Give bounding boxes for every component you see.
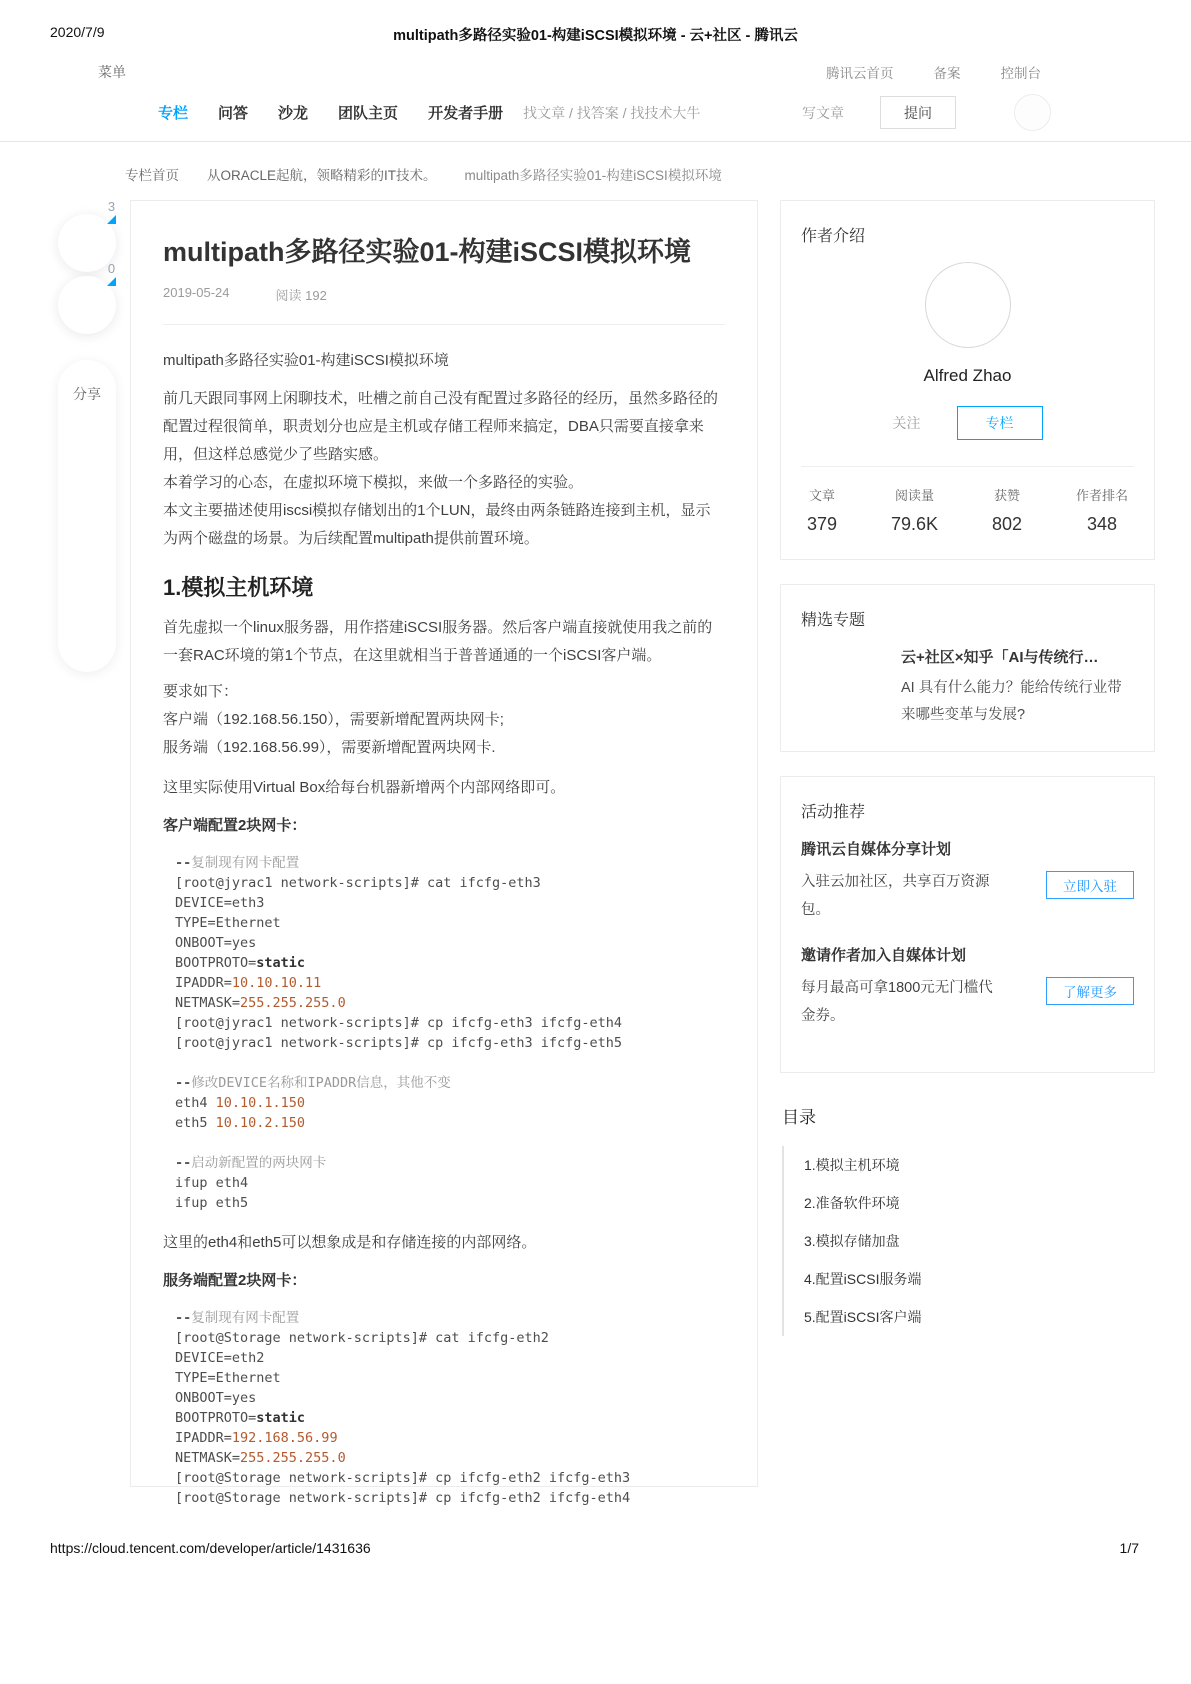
toc-item[interactable]: 3.模拟存储加盘	[804, 1233, 900, 1249]
toc-item[interactable]: 4.配置iSCSI服务端	[804, 1271, 922, 1287]
toc-heading: 目录	[782, 1108, 816, 1127]
stat-value: 802	[991, 514, 1023, 534]
user-avatar[interactable]	[1014, 94, 1051, 131]
divider	[163, 324, 725, 325]
paragraph: 这里的eth4和eth5可以想象成是和存储连接的内部网络。	[163, 1234, 537, 1251]
code-line: --启动新配置的两块网卡	[175, 1155, 327, 1171]
code-line: --修改DEVICE名称和IPADDR信息，其他不变	[175, 1075, 451, 1091]
paragraph: 服务端（192.168.56.99），需要新增配置两块网卡.	[163, 739, 496, 756]
toc-item[interactable]: 2.准备软件环境	[804, 1195, 900, 1211]
author-stat	[1076, 485, 1128, 535]
article-date: 2019-05-24	[163, 285, 230, 300]
paragraph: 本文主要描述使用iscsi模拟存储划出的1个LUN，最终由两条链路连接到主机，显示为两个磁盘的场景。为后续配置multipath提供前置环境。	[163, 502, 711, 547]
activity-button[interactable]: 立即入驻	[1046, 871, 1134, 899]
downvote-badge	[107, 262, 116, 286]
paragraph: 本着学习的心态，在虚拟环境下模拟，来做一个多路径的实验。	[163, 474, 584, 491]
write-article-button[interactable]: 写文章	[802, 104, 844, 121]
activities-list	[801, 838, 1134, 1030]
activities-card	[780, 776, 1155, 1073]
code-line: ONBOOT=yes	[175, 935, 257, 951]
section-heading: 1.模拟主机环境	[163, 575, 314, 600]
breadcrumb	[0, 142, 1191, 200]
paragraph: 首先虚拟一个linux服务器，用作搭建iSCSI服务器。然后客户端直接就使用我之前的一套RAC环境的第1个节点，在这里就相当于普普通通的一个iSCSI客户端。	[163, 619, 713, 664]
upvote-badge	[107, 200, 116, 224]
activity-row	[801, 974, 1134, 1030]
code-line: [root@jyrac1 network-scripts]# cat ifcfg-eth3	[175, 875, 541, 891]
code-line: ifup eth4	[175, 1175, 249, 1191]
code-line: [root@Storage network-scripts]# cp ifcfg-eth2 ifcfg-eth3	[175, 1470, 631, 1486]
toc-section	[780, 1097, 1155, 1336]
code-line: NETMASK=255.255.255.0	[175, 1450, 346, 1466]
code-line: eth5 10.10.2.150	[175, 1115, 306, 1131]
site-header	[0, 50, 1191, 84]
author-stats	[801, 485, 1134, 537]
toc-item[interactable]: 5.配置iSCSI客户端	[804, 1309, 922, 1325]
menu-button[interactable]: 菜单	[98, 64, 126, 80]
main-content	[0, 199, 1191, 1506]
code-line: --复制现有网卡配置	[175, 1310, 300, 1326]
code-line: eth4 10.10.1.150	[175, 1095, 306, 1111]
article-meta	[163, 285, 725, 304]
code-block-server	[163, 1298, 725, 1514]
toc-item[interactable]: 1.模拟主机环境	[804, 1157, 900, 1173]
header-link[interactable]: 腾讯云首页	[826, 66, 894, 81]
nav-tab[interactable]: 开发者手册	[428, 105, 504, 122]
paragraph: 客户端（192.168.56.150），需要新增配置两块网卡;	[163, 711, 504, 728]
topic-image-placeholder	[801, 646, 887, 706]
code-line: [root@jyrac1 network-scripts]# cp ifcfg-eth3 ifcfg-eth5	[175, 1035, 623, 1051]
author-stat	[992, 485, 1022, 535]
code-line: ifup eth5	[175, 1195, 249, 1211]
article-lead: multipath多路径实验01-构建iSCSI模拟环境	[163, 352, 449, 369]
follow-button[interactable]: 关注	[892, 415, 921, 431]
activity-row	[801, 868, 1134, 924]
downvote-button[interactable]	[58, 261, 116, 334]
code-line: DEVICE=eth3	[175, 895, 265, 911]
featured-topics-card	[780, 584, 1155, 752]
code-line: NETMASK=255.255.255.0	[175, 995, 346, 1011]
downvote-triangle-icon	[107, 277, 116, 286]
column-button[interactable]: 专栏	[957, 406, 1043, 440]
header-link[interactable]: 控制台	[1000, 66, 1041, 81]
code-line: BOOTPROTO=static	[175, 955, 306, 971]
breadcrumb-current: multipath多路径实验01-构建iSCSI模拟环境	[464, 168, 722, 183]
breadcrumb-column[interactable]: 从ORACLE起航，领略精彩的IT技术。	[207, 168, 437, 183]
ask-question-button[interactable]: 提问	[880, 96, 956, 129]
upvote-count: 3	[107, 199, 116, 214]
topic-description: AI 具有什么能力？能给传统行业带来哪些变革与发展?	[901, 680, 1122, 723]
author-stat	[807, 485, 837, 535]
paragraph: 前几天跟同事网上闲聊技术，吐槽之前自己没有配置过多路径的经历，虽然多路径的配置过程很简单，职责划分也应是主机或存储工程师来搞定，DBA只需要直接拿来用，但这样总感觉少了些踏实感。	[163, 390, 719, 463]
topic-texts	[901, 646, 1134, 729]
activity-description: 每月最高可拿1800元无门槛代金券。	[801, 980, 993, 1024]
sidebar	[780, 200, 1155, 1336]
article-card	[130, 200, 758, 1506]
share-panel[interactable]	[58, 360, 116, 672]
upvote-triangle-icon	[107, 215, 116, 224]
author-card-heading: 作者介绍	[801, 228, 866, 245]
main-nav	[0, 84, 1191, 142]
print-footer	[0, 1540, 1191, 1556]
client-config-label: 客户端配置2块网卡：	[163, 817, 307, 834]
code-line: [root@Storage network-scripts]# cat ifcfg-eth2	[175, 1330, 549, 1346]
server-config-label: 服务端配置2块网卡：	[163, 1272, 307, 1289]
print-page-number: 1/7	[1119, 1540, 1139, 1556]
downvote-count: 0	[107, 261, 116, 276]
code-line: ONBOOT=yes	[175, 1390, 257, 1406]
author-card	[780, 200, 1155, 560]
code-line	[175, 1053, 725, 1073]
activity-title[interactable]: 腾讯云自媒体分享计划	[801, 841, 952, 858]
author-name[interactable]: Alfred Zhao	[923, 366, 1012, 385]
code-line: TYPE=Ethernet	[175, 915, 281, 931]
code-line: --复制现有网卡配置	[175, 855, 300, 871]
activity-item	[801, 944, 1134, 1030]
print-doc-title: multipath多路径实验01-构建iSCSI模拟环境 - 云+社区 - 腾讯云	[393, 28, 798, 44]
search-input[interactable]: 找文章 / 找答案 / 找技术大牛	[523, 104, 701, 121]
stat-label: 文章	[809, 488, 836, 503]
code-line: IPADDR=192.168.56.99	[175, 1430, 338, 1446]
toc-list	[782, 1146, 1155, 1336]
stat-value: 379	[807, 514, 838, 534]
stat-label: 获赞	[993, 488, 1020, 503]
nav-tabs	[158, 102, 503, 123]
divider	[801, 466, 1134, 467]
activity-item	[801, 838, 1134, 924]
paragraph: 要求如下：	[163, 683, 239, 700]
stat-value: 79.6K	[890, 514, 939, 534]
share-label: 分享	[73, 386, 101, 402]
stat-label: 作者排名	[1075, 488, 1128, 503]
code-line: [root@jyrac1 network-scripts]# cp ifcfg-eth3 ifcfg-eth4	[175, 1015, 623, 1031]
code-line: [root@Storage network-scripts]# cp ifcfg-eth2 ifcfg-eth4	[175, 1490, 631, 1506]
topic-title[interactable]: 云+社区×知乎「AI与传统行…	[901, 649, 1099, 666]
code-line: IPADDR=10.10.10.11	[175, 975, 322, 991]
activity-title[interactable]: 邀请作者加入自媒体计划	[801, 947, 967, 964]
nav-tab[interactable]: 专栏	[158, 105, 189, 122]
print-url: https://cloud.tencent.com/developer/article/1431636	[50, 1540, 371, 1556]
article-read-count: 阅读 192	[275, 288, 327, 303]
activities-heading: 活动推荐	[801, 804, 866, 821]
header-links	[826, 62, 1041, 82]
vote-rail	[58, 199, 124, 672]
stat-label: 阅读量	[895, 488, 935, 503]
activity-description: 入驻云加社区，共享百万资源包。	[801, 874, 990, 918]
activity-button[interactable]: 了解更多	[1046, 977, 1134, 1005]
author-stat	[891, 485, 938, 535]
code-line: TYPE=Ethernet	[175, 1370, 281, 1386]
topic-item[interactable]	[801, 646, 1134, 729]
code-line	[175, 1133, 725, 1153]
nav-tab[interactable]: 沙龙	[278, 105, 309, 122]
stat-value: 348	[1086, 514, 1117, 534]
author-avatar[interactable]	[925, 262, 1011, 348]
article-title: multipath多路径实验01-构建iSCSI模拟环境	[163, 237, 692, 267]
code-block-client	[163, 843, 725, 1219]
breadcrumb-home[interactable]: 专栏首页	[125, 168, 179, 183]
featured-topics-heading: 精选专题	[801, 612, 866, 629]
print-date: 2020/7/9	[50, 24, 105, 40]
nav-tab[interactable]: 问答	[218, 105, 249, 122]
header-link[interactable]: 备案	[933, 66, 961, 81]
paragraph: 这里实际使用Virtual Box给每台机器新增两个内部网络即可。	[163, 779, 566, 796]
code-line: BOOTPROTO=static	[175, 1410, 306, 1426]
author-actions	[801, 406, 1134, 440]
print-header	[0, 0, 1191, 50]
code-line: DEVICE=eth2	[175, 1350, 265, 1366]
nav-tab[interactable]: 团队主页	[338, 105, 399, 122]
